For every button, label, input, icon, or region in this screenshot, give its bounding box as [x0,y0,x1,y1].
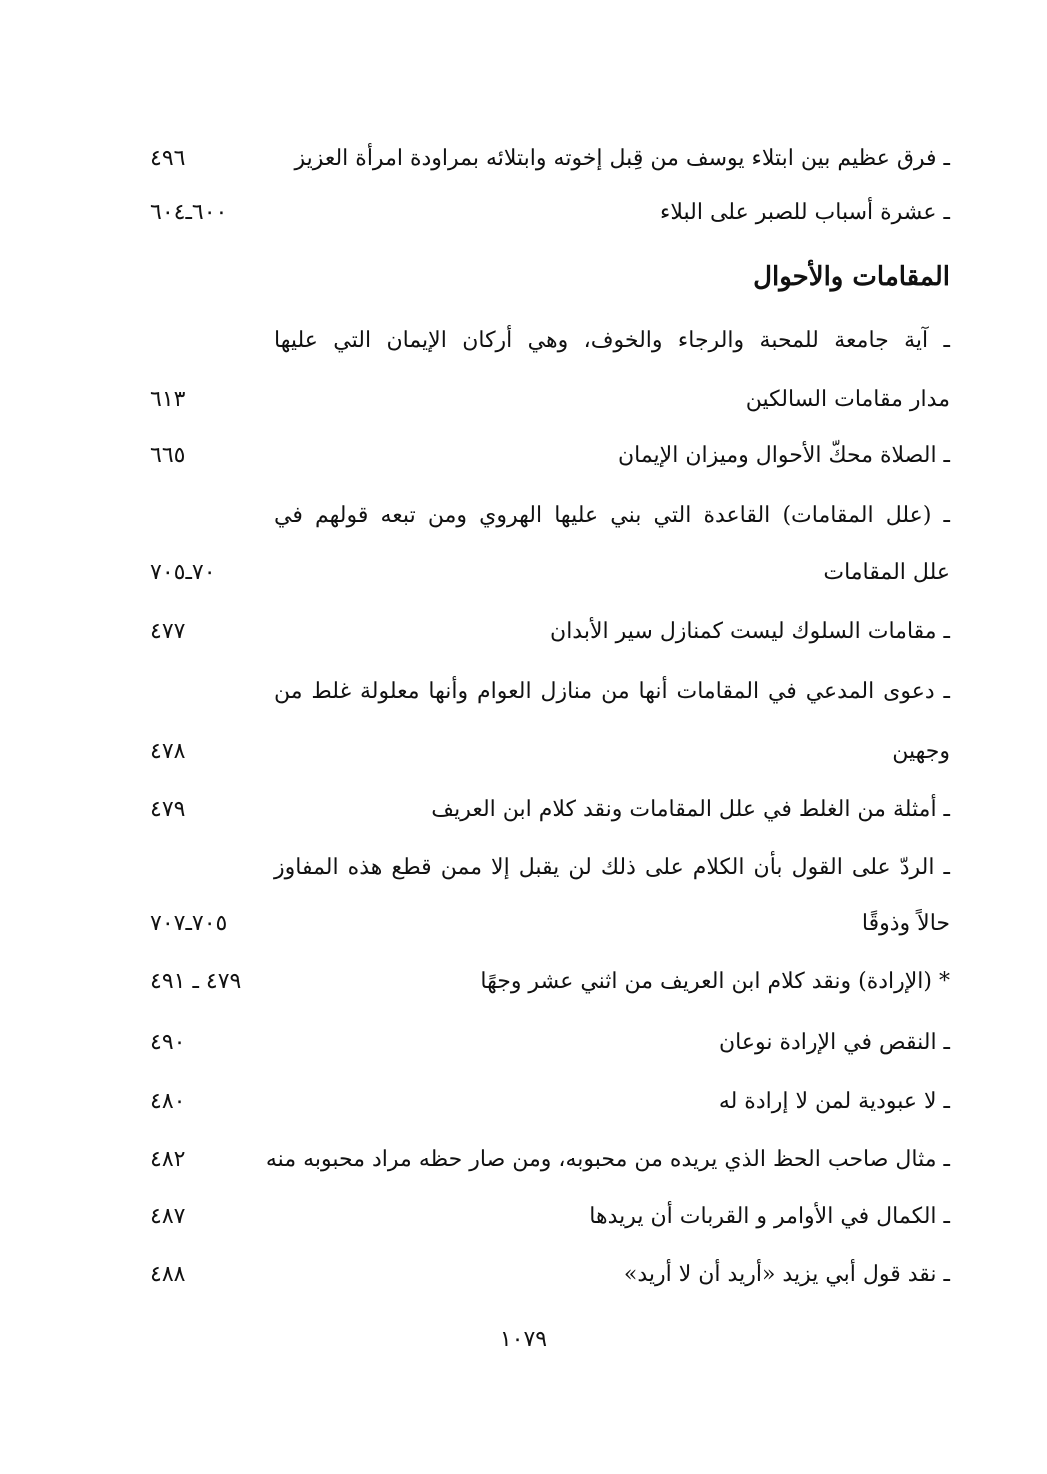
entry-pages: ٤٨٠ [150,1089,186,1114]
section-heading: المقامات والأحوال [753,262,950,292]
entry-pages: ٦٠٠ـ٦٠٤ [150,200,228,225]
entry-text: ـ دعوى المدعي في المقامات أنها من منازل العوام وأنها معلولة غلط من [274,679,950,704]
entry-pages: ٤٩٦ [150,146,186,171]
entry-text: ـ نقد قول أبي يزيد «أريد أن لا أريد» [623,1262,950,1287]
index-entry [150,1138,950,1182]
index-entry [150,960,950,1004]
entry-text: ـ عشرة أسباب للصبر على البلاء [660,200,950,225]
index-entry [150,610,950,654]
entry-pages: ٦٦٥ [150,443,186,468]
entry-pages: ٦١٣ [150,387,186,412]
entry-pages: ٤٩٠ [150,1030,186,1055]
entry-text: علل المقامات [823,560,950,585]
index-entry [150,1253,950,1297]
entry-pages: ٤٨٨ [150,1262,186,1287]
index-entry [150,378,950,422]
entry-text: وجهين [892,739,950,764]
entry-pages: ٧٠ـ٧٠٥ [150,560,216,585]
entry-pages: ٤٧٩ ـ ٤٩١ [150,969,242,994]
entry-text: ـ أمثلة من الغلط في علل المقامات ونقد كلام ابن العريف [431,797,950,822]
entry-text: ـ النقص في الإرادة نوعان [719,1030,950,1055]
entry-text: ـ مثال صاحب الحظ الذي يريده من محبوبه، ومن صار حظه مراد محبوبه منه [265,1147,950,1172]
entry-text: ـ الردّ على القول بأن الكلام على ذلك لن يقبل إلا ممن قطع هذه المفاوز [274,855,950,880]
entry-text: ـ الصلاة محكّ الأحوال وميزان الإيمان [617,443,950,468]
index-entry [150,1195,950,1239]
index-entry [150,494,950,538]
index-entry [150,1080,950,1124]
entry-text: ـ الكمال في الأوامر و القربات أن يريدها [589,1204,950,1229]
entry-pages: ٤٧٨ [150,739,186,764]
entry-text: ـ لا عبودية لمن لا إرادة له [718,1089,950,1114]
index-entry [150,1021,950,1065]
entry-text: حالاً وذوقًا [861,911,950,936]
entry-text: * (الإرادة) ونقد كلام ابن العريف من اثني عشر وجهًا [480,969,950,994]
entry-pages: ٤٧٩ [150,797,186,822]
index-entry [150,551,950,595]
index-entry [150,670,950,714]
entry-pages: ٤٨٢ [150,1147,186,1172]
entry-text: ـ (علل المقامات) القاعدة التي بني عليها الهروي ومن تبعه قولهم في [274,503,950,528]
index-entry [150,137,950,181]
index-entry [150,902,950,946]
index-entry [150,730,950,774]
entry-text: ـ فرق عظيم بين ابتلاء يوسف من قِبل إخوته وابتلائه بمراودة امرأة العزيز [294,146,950,171]
index-entry [150,788,950,832]
entry-text: ـ مقامات السلوك ليست كمنازل سير الأبدان [550,619,950,644]
entry-text: ـ آية جامعة للمحبة والرجاء والخوف، وهي أركان الإيمان التي عليها [274,328,950,353]
index-entry [150,319,950,363]
index-entry [150,846,950,890]
page-number: ١٠٧٩ [499,1327,548,1352]
index-entry [150,434,950,478]
entry-pages: ٤٨٧ [150,1204,186,1229]
entry-pages: ٧٠٥ـ٧٠٧ [150,911,228,936]
entry-pages: ٤٧٧ [150,619,186,644]
entry-text: مدار مقامات السالكين [745,387,950,412]
index-entry [150,191,950,235]
